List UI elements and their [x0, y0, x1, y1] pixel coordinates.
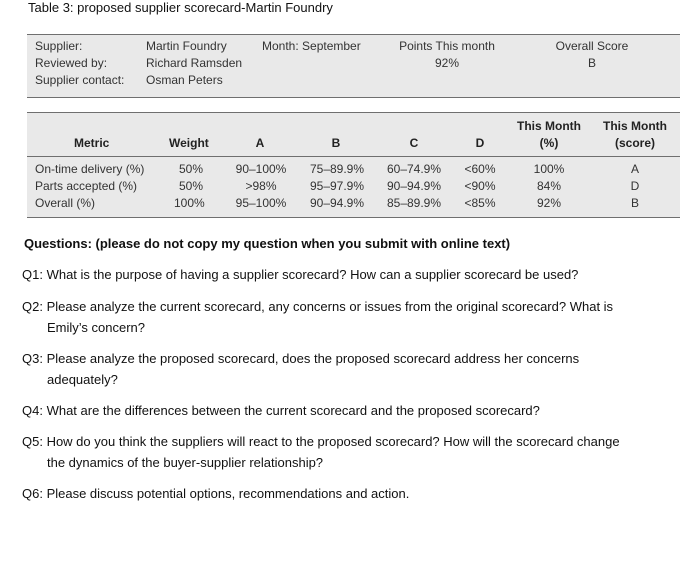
header-this-month-score-line1: This Month — [603, 119, 667, 133]
row2-a: >98% — [245, 179, 277, 193]
question-3-line1: Q3: Please analyze the proposed scorecard, does the proposed scorecard address her concerns — [22, 351, 580, 366]
row1-weight: 50% — [179, 162, 204, 176]
overall-score-label: Overall Score — [555, 39, 629, 53]
question-2-line1: Q2: Please analyze the current scorecard, any concerns or issues from the original scorecard? What is — [22, 299, 614, 314]
points-value: 92% — [434, 56, 460, 70]
row1-b: 75–89.9% — [309, 162, 365, 176]
row2-d: <90% — [464, 179, 496, 193]
header-this-month-score-line2: (score) — [614, 136, 655, 150]
questions-heading: Questions: (please do not copy my question when you submit with online text) — [24, 236, 511, 251]
question-1: Q1: What is the purpose of having a supplier scorecard? How can a supplier scorecard be used? — [22, 267, 579, 282]
row1-a: 90–100% — [235, 162, 287, 176]
row2-metric: Parts accepted (%) — [35, 179, 138, 193]
header-d: D — [475, 136, 485, 150]
question-3-line2: adequately? — [47, 372, 118, 387]
supplier-contact-label: Supplier contact: — [35, 73, 125, 87]
reviewed-by-label: Reviewed by: — [35, 56, 108, 70]
supplier-label: Supplier: — [35, 39, 83, 53]
reviewed-by-value: Richard Ramsden — [146, 56, 243, 70]
question-2-line2: Emily’s concern? — [47, 320, 146, 335]
question-5-line2: the dynamics of the buyer-supplier relationship? — [47, 455, 324, 470]
table-caption: Table 3: proposed supplier scorecard-Martin Foundry — [28, 0, 333, 15]
scorecard-table — [27, 112, 680, 218]
row1-this-month-pct: 100% — [533, 162, 565, 176]
supplier-value: Martin Foundry — [146, 39, 227, 53]
row1-metric: On-time delivery (%) — [35, 162, 145, 176]
header-b: B — [331, 136, 341, 150]
month-label: Month: September — [262, 39, 361, 53]
question-5 — [22, 431, 682, 473]
row2-b: 95–97.9% — [309, 179, 365, 193]
row3-b: 90–94.9% — [309, 196, 365, 210]
row1-this-month-score: A — [630, 162, 639, 176]
header-this-month-pct-line1: This Month — [517, 119, 581, 133]
row2-this-month-pct: 84% — [536, 179, 562, 193]
question-2 — [22, 296, 682, 338]
row2-this-month-score: D — [630, 179, 640, 193]
question-6: Q6: Please discuss potential options, recommendations and action. — [22, 486, 410, 501]
row2-weight: 50% — [179, 179, 204, 193]
row1-c: 60–74.9% — [386, 162, 442, 176]
row3-d: <85% — [464, 196, 496, 210]
header-c: C — [409, 136, 419, 150]
points-label: Points This month — [399, 39, 495, 53]
row1-d: <60% — [464, 162, 496, 176]
question-3 — [22, 348, 682, 390]
overall-score-value: B — [587, 56, 596, 70]
row3-this-month-score: B — [630, 196, 639, 210]
table-header-row — [27, 113, 680, 157]
question-5-line1: Q5: How do you think the suppliers will react to the proposed scorecard? How will the scorecard change — [22, 434, 620, 449]
row3-metric: Overall (%) — [35, 196, 96, 210]
header-weight: Weight — [169, 136, 209, 150]
row2-c: 90–94.9% — [386, 179, 442, 193]
row3-weight: 100% — [174, 196, 205, 210]
row3-this-month-pct: 92% — [536, 196, 562, 210]
header-metric: Metric — [74, 136, 110, 150]
supplier-info-box — [27, 34, 680, 98]
header-a: A — [255, 136, 265, 150]
row3-c: 85–89.9% — [386, 196, 442, 210]
header-this-month-pct-line2: (%) — [539, 136, 559, 150]
supplier-contact-value: Osman Peters — [146, 73, 223, 87]
row3-a: 95–100% — [235, 196, 287, 210]
question-4: Q4: What are the differences between the current scorecard and the proposed scorecard? — [22, 403, 540, 418]
